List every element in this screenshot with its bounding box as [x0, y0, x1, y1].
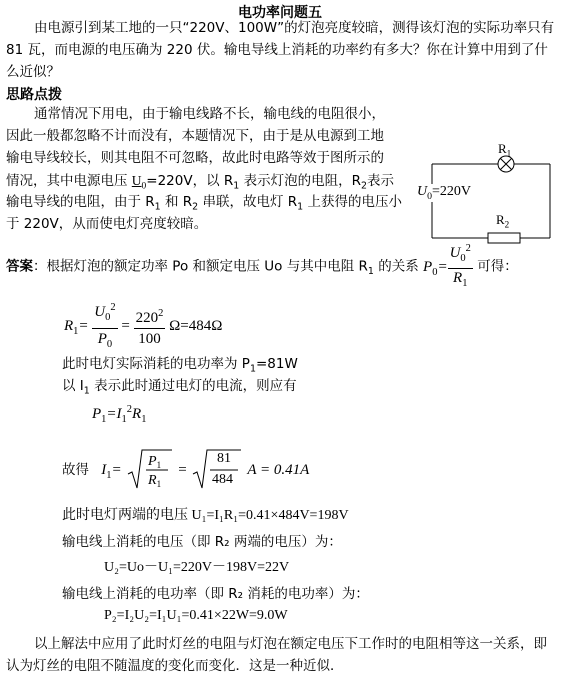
hint-line-6: 于 220V，从而使电灯亮度较暗。	[6, 216, 208, 232]
question-line-3: 么近似？	[6, 64, 60, 80]
loss-voltage-line: 输电线上消耗的电压（即 R₂ 两端的电压）为：	[62, 534, 342, 550]
u1-line: 此时电灯两端的电压 U₁=I₁R₁=0.41×484V=198V	[62, 508, 349, 523]
loss-power-line: 输电线上消耗的电功率（即 R₂ 消耗的电功率）为：	[62, 586, 369, 602]
hint-line-1: 通常情况下用电，由于输电线路不长，输电线的电阻很小，	[34, 106, 385, 122]
conclusion-line-2: 认为灯丝的电阻不随温度的变化而变化．这是一种近似．	[6, 658, 344, 674]
p1-line: 此时电灯实际消耗的电功率为 $P_1=81W$	[62, 356, 298, 375]
sqrt-p1-r1	[126, 448, 174, 492]
svg-text:P1: $P_1$	[147, 454, 162, 470]
page-title: 电功率问题五	[238, 5, 322, 21]
conclusion-line-1: 以上解法中应用了此时灯丝的电阻与灯泡在额定电压下工作时的电阻相等这一关系，即	[34, 636, 547, 652]
equation-r1: $R_1=$ $\frac{U_0^2}{P_0}$ = $\frac{220^2}{100}$ Ω=484Ω	[64, 298, 222, 355]
u2-line: U₂=Uo－U₁=220V－198V=22V	[104, 560, 290, 575]
equation-p1: $P_1=I_1^2R_1$	[92, 404, 147, 425]
source-voltage-label: $U_0=220V$	[417, 184, 472, 202]
answer-label: 答案	[6, 258, 33, 275]
r1-label: $R_1$	[498, 141, 512, 159]
r2-label: $R_2$	[496, 212, 510, 230]
hint-line-5: 输电导线的电阻，由于 $R_1$ 和 $R_2$ 串联，故电灯 $R_1$ 上获得的电压小	[6, 194, 402, 213]
sqrt-81-484: 81 484	[191, 448, 243, 492]
i1-line: 以 $I_1$ 表示此时通过电灯的电流，则应有	[62, 378, 297, 397]
question-line-1: 由电源引到某工地的一只“220V、100W”的灯泡亮度较暗，测得该灯泡的实际功率只有	[34, 20, 555, 36]
p0-fraction: $\frac{U_0^2}{R_1}$	[448, 240, 473, 293]
hint-line-3: 输电导线较长，则其电阻不可忽略，故此时电路等效于图所示的	[6, 150, 384, 166]
p2-line: P₂=I₂U₂=I₁U₁=0.41×22W=9.0W	[104, 608, 288, 623]
svg-text:R1: $R_1$	[147, 473, 162, 489]
hint-line-4: 情况，其中电源电压 $U_0=220V$，以 $R_1$ 表示灯泡的电阻，$R_2$表示	[6, 173, 394, 192]
question-line-2: 81 瓦，而电源的电压确为 220 伏。输电导线上消耗的功率约有多大？你在计算中用到了什	[6, 42, 548, 58]
hint-heading: 思路点拨	[6, 87, 62, 103]
answer-line: 答案：根据灯泡的额定功率 Po 和额定电压 Uo 与其中电阻 $R_1$ 的关系 $P_0=$ $\frac{U_0^2}{R_1}$ 可得：	[6, 240, 518, 298]
p0-symbol: $P_0=$	[423, 258, 448, 278]
equation-i1: 故得 $I_1=$ $P_1$ $R_1$ = 81 484 A = 0.41A	[62, 448, 309, 496]
hint-line-2: 因此一般都忽略不计而没有，本题情况下，由于是从电源到工地	[6, 128, 384, 144]
